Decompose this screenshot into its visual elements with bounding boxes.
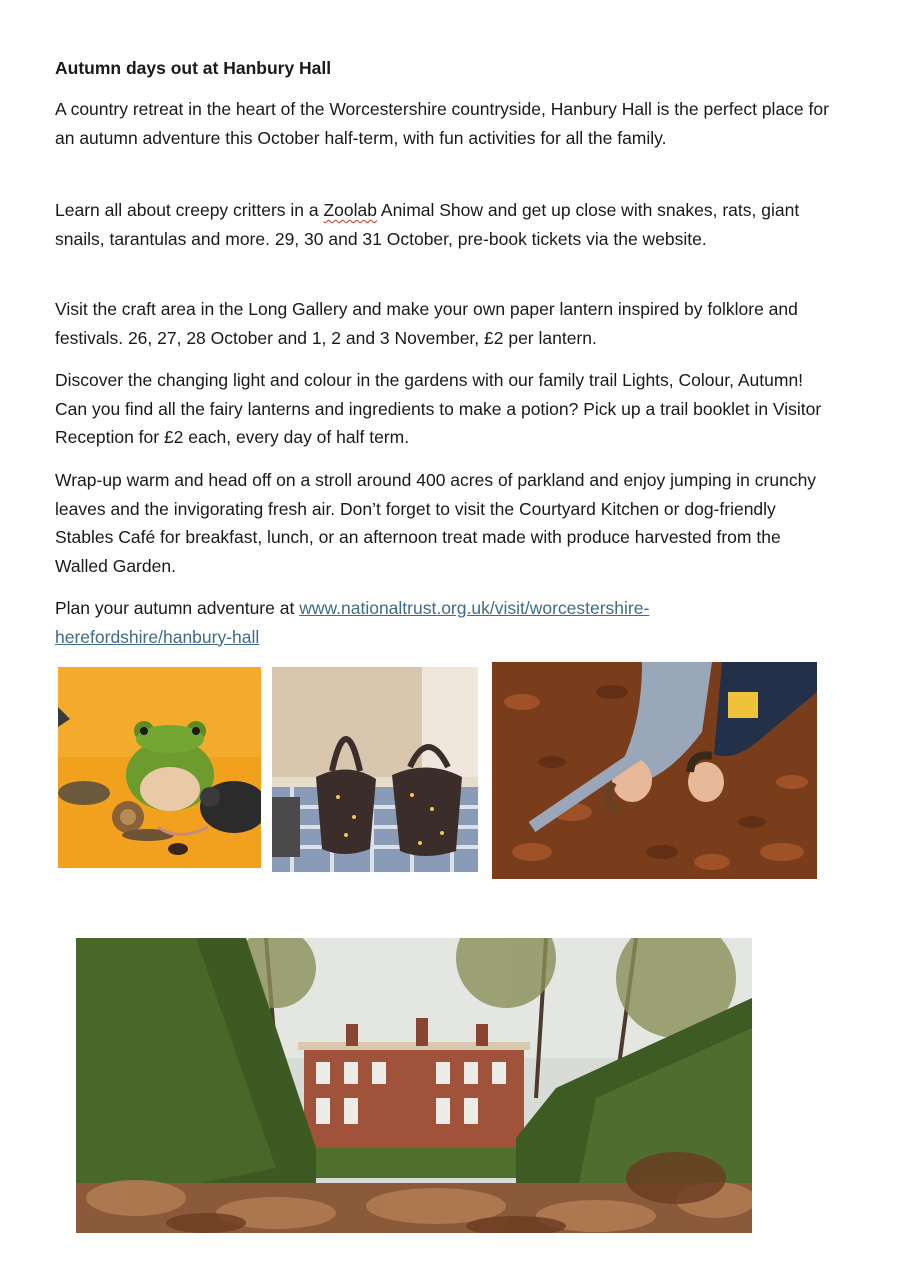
plan-prefix: Plan your autumn adventure at bbox=[55, 598, 300, 618]
paragraph-zoolab-text-end: Animal Show and get up close with snakes, rats, giant snails, tarantulas and more. 29, 30 and 31 October, pre-book tickets via the website. bbox=[55, 200, 800, 249]
spellcheck-flagged-word[interactable]: Zoolab bbox=[323, 200, 377, 220]
photo-hanbury-hall bbox=[76, 938, 752, 1233]
paragraph-zoolab-text-start: Learn all about creepy critters in a bbox=[55, 200, 324, 220]
paragraph-plan bbox=[55, 594, 755, 651]
photo-paper-lanterns bbox=[272, 667, 478, 872]
photo-zoolab-animals bbox=[58, 667, 261, 868]
paragraph-intro: A country retreat in the heart of the Worcestershire countryside, Hanbury Hall is the perfect place for an autumn adventure this October half-term, with fun activities for all the family. bbox=[55, 99, 829, 148]
photo-children-in-leaves bbox=[492, 662, 817, 879]
paragraph-lantern: Visit the craft area in the Long Gallery and make your own paper lantern inspired by folklore and festivals. 26, 27, 28 October and 1, 2 and 3 November, £2 per lantern. bbox=[55, 299, 798, 348]
document-title: Autumn days out at Hanbury Hall bbox=[55, 58, 332, 78]
paragraph-trail: Discover the changing light and colour in the gardens with our family trail Lights, Colour, Autumn! Can you find all the fairy lanterns and ingredients to make a potion? Pick up a trail booklet in Visitor Reception for £2 each, every day of half term. bbox=[55, 370, 822, 447]
website-link[interactable]: www.nationaltrust.org.uk/visit/worcestershire-herefordshire/hanbury-hall bbox=[55, 598, 650, 647]
paragraph-parkland: Wrap-up warm and head off on a stroll around 400 acres of parkland and enjoy jumping in crunchy leaves and the invigorating fresh air. Don’t forget to visit the Courtyard Kitchen or dog-friendly Stables Café for breakfast, lunch, or an afternoon treat made with produce harvested from the Walled Garden. bbox=[55, 470, 817, 576]
paragraph-zoolab bbox=[55, 196, 835, 253]
